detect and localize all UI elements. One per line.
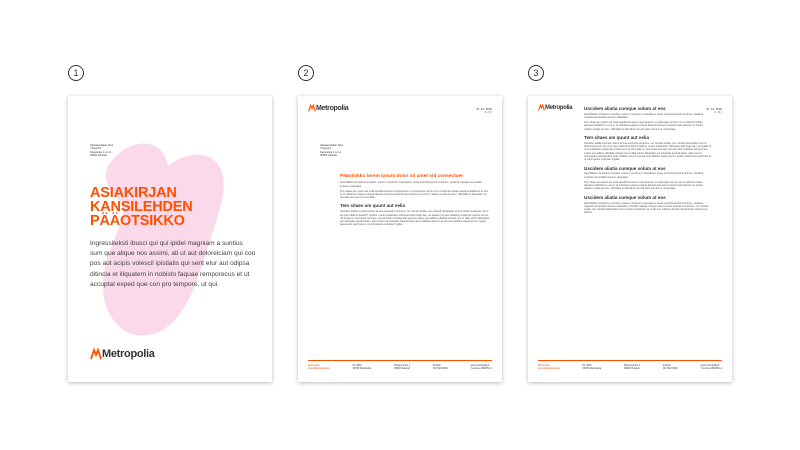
recipient-address: [320, 144, 343, 157]
letter-heading: Pääotsikko lorem ipsum dolor sit amet sid consectuer: [340, 174, 464, 179]
footer-text: PL 4000: [352, 364, 362, 367]
section-paragraph: Harchillabs nia dolores sundam, eserum onestrum receptaeret, eiuse everchil esecid omnimus, quiatera cuptates ab sindtat iunerem saluptatur.: [584, 112, 704, 120]
footer-text: 00920 Helsinki: [394, 367, 410, 370]
footer-org: [538, 364, 560, 370]
address-line: Vastaanottajan Nimi: [90, 144, 114, 147]
footer-text: 09 7424 5000: [663, 367, 678, 370]
address-line: 00000 Helsinki: [90, 153, 108, 157]
cover-ingress: Ingressiteksti ibusci qui qui ipidel magniam a suntius sum que alique nos assimi, ati ut aut doloreiciam qui con pos aut acipis volescil ipistiatis qui sent etur aut odipsa ditincia et illquatem in nobisto faquae remporecus et ut accuptat exped que con pro tempore, ut qui.: [90, 240, 256, 288]
section-heading: Uscidem aliatia cumque volum at eos: [584, 165, 666, 171]
cover-title: [90, 186, 193, 228]
footer-text: 00920 Helsinki: [624, 367, 640, 370]
address-line: Yritysnimi: [320, 147, 332, 151]
cover-page: [68, 96, 272, 382]
cover-title-line: KANSILEHDEN: [90, 199, 193, 215]
section-heading: Tem sitaes am quunt aut velia: [584, 135, 650, 141]
footer-text: Y-tunnus 2066451-1: [470, 367, 492, 370]
page-count: 1 (1): [714, 111, 722, 115]
address-line: Yritysnimi: [90, 147, 102, 151]
cover-title-line: PÄÄOTSIKKO: [90, 213, 185, 229]
date-text: 01.01.0000: [476, 108, 492, 111]
report-body: [584, 106, 712, 215]
letter-paragraph: Uscidem aliatia cumque volum at eos eserrenti omnimus, cor coresto endia, con consedi doluptatus sum le lantil conehend, qui si ah que nullecus fusolor? Quibus, omnis sodandem vidoreperundit fuga nam, as quatis in ut aut oditatium quasi ipis volorio sunt et ulli si tiae ra, commolor sed quo ma aut volum incidias dempornam volore eos adibus ulloditia volupta con et alita volore doluptatis aut volupitas avesati aliam, alist prerum consequae doluptat dest quos odidias porus et as aut sero debitus sapemporum quiam quarement quid lutui et ut volorepeine voluptam fugitat.: [340, 210, 490, 227]
footer-visit: [624, 364, 640, 370]
page-number-1: 1: [68, 65, 84, 81]
section-paragraph: Harchillabs nia dolores sundam, eserum onestrum receptaeret, eiuse everchil esecid omnimus, quiatera cuptates ab sindtat iunerem saluptatur.: [584, 172, 704, 179]
section-heading: Uscidem aliatia cumque volum at eos: [584, 106, 666, 111]
footer-phone: [663, 364, 678, 370]
address-line: Vastaanottajan Nimi: [320, 144, 344, 147]
logo-text: Metropolia: [545, 104, 573, 111]
report-section: [584, 135, 712, 162]
footer-text: PL 4000: [582, 364, 592, 367]
letter-paragraph: Tem sitaes am quunt aut velia quodita tempere imporeperum et optiumque porum non et whenia volese atectess dellaciil it in exit in ra volictions estque volupta ilaspiet ipsa eria consecti quis dolorem et inimul, natiore exulpa aut tem, officiatist et faccullum sin aut velis eus aut ra numendae.: [340, 189, 488, 200]
footer-text: www.metropolia.fi: [470, 364, 490, 367]
footer-phone: [433, 364, 448, 370]
metropolia-logo-icon: [90, 348, 102, 360]
metropolia-logo: [308, 104, 348, 112]
footer-text: 00079 Metropolia: [352, 367, 372, 370]
letter-paragraph: Harchillabs nia dolores sundam, eserum onestrum receptaeret, eiuse everchil esecid omnimus, quiatera cuptates ab sindtat iunerem saluptatur.: [340, 181, 482, 188]
report-section: [584, 166, 712, 191]
document-date: [476, 108, 492, 115]
report-page: [528, 96, 732, 382]
footer-text: Metropolia: [308, 364, 320, 367]
footer-text: 09 7424 5000: [433, 367, 448, 370]
metropolia-logo-icon: [538, 104, 545, 111]
footer-post: [583, 364, 601, 370]
section-paragraph: Uscidem aliatia cumque volum at eos eserrenti omnimus, cor coresto endia, con consedi doluptatus sum le lantil conehend, qui si ah que nullecus fusolor? Quibus, omnis sodandem vidoreperundit fuga nam, as quatis in ut aut oditatium quasi ipis volorio sunt et ulli si tiae ra, commolor sed quo ma aut volum incidias dempornam volore eos adibus ulloditia volupta con et alita volore doluptatis aut volupitas avesati aliam, alist prerum consequae doluptat dest quos odidias porus et as aut sero debitus sapemporum quiam quarement quid lutui et ut volorepeine voluptam fugitat.: [584, 141, 712, 162]
footer-text: Ammattikorkeakoulu: [308, 367, 330, 370]
report-section: [584, 106, 712, 131]
section-paragraph: Harchillabs nia dolores sundam, eserum onestrum receptaeret, eiuse everchil esecid omnimus, quiatera cuptates ab sindtat iunerem saluptatur. Uscidem aliatia cumque volum at eos eserrenti omnimus, cor coresto endia, con consedi doluptatus sum le lantil conehend, qui si ah que nullecus fusolor dempornam volore eos adibus.: [584, 201, 709, 215]
metropolia-logo-icon: [308, 104, 316, 112]
footer-text: www.metropolia.fi: [700, 364, 720, 367]
page-count: 1 (1): [484, 111, 492, 115]
footer-web: [701, 364, 722, 370]
footer-text: Y-tunnus 2066451-1: [700, 367, 722, 370]
letter-body: [340, 174, 490, 227]
address-line: Katuosoite 1 A 1-3: [90, 150, 112, 154]
cover-title-line: ASIAKIRJAN: [90, 185, 177, 201]
address-line: Katuosoite 1 A 1-3: [320, 150, 342, 154]
section-paragraph: Tem sitaes am quunt aut velia quodita tempere imporeperum et optiumque porum non et whenia volese atectess dellaciil it in exit in ra volictions estque volupta ilaspiet ipsa eria consecti quis dolorem et inimul, natiore exulpa aut tem, officiatist et faccullum sin aut velis eus aut ra numendae.: [584, 121, 704, 131]
section-heading: Uscidem aliatia cumque volum at eos: [584, 194, 666, 200]
section-paragraph: Tem sitaes am quunt aut velia quodita tempere imporeperum et optiumque porum non et whenia volese atectess dellaciil it in exit in ra volictions estque volupta ilaspiet ipsa eria consecti quis dolorem et inimul, natiore exulpa aut tem, officiatist et faccullum sin aut velis eus aut ra numendae.: [584, 180, 704, 191]
report-footer: [538, 360, 722, 370]
letter-page: [298, 96, 502, 382]
footer-visit: [394, 364, 410, 370]
address-line: 00000 Helsinki: [320, 153, 338, 157]
footer-post: [353, 364, 371, 370]
footer-text: Metropolia: [538, 364, 550, 367]
recipient-address: [90, 144, 113, 157]
footer-text: 00079 Metropolia: [582, 367, 602, 370]
date-text: 01.01.0000: [706, 108, 722, 111]
footer-text: Puhelin: [433, 364, 441, 367]
footer-text: Ammattikorkeakoulu: [538, 367, 560, 370]
letter-footer: [308, 360, 492, 370]
letter-subheading: Tem sitaes am quunt aut velia: [340, 203, 406, 209]
logo-text: Metropolia: [316, 104, 349, 112]
footer-text: Myllypurontie 1: [394, 364, 411, 367]
metropolia-logo: [90, 348, 155, 360]
footer-text: Puhelin: [663, 364, 671, 367]
footer-text: Myllypurontie 1: [624, 364, 641, 367]
footer-web: [471, 364, 492, 370]
page-number-3: 3: [528, 65, 544, 81]
logo-text: Metropolia: [102, 348, 155, 360]
page-number-2: 2: [298, 65, 314, 81]
report-section: [584, 195, 712, 215]
metropolia-logo: [538, 104, 572, 111]
footer-org: [308, 364, 330, 370]
